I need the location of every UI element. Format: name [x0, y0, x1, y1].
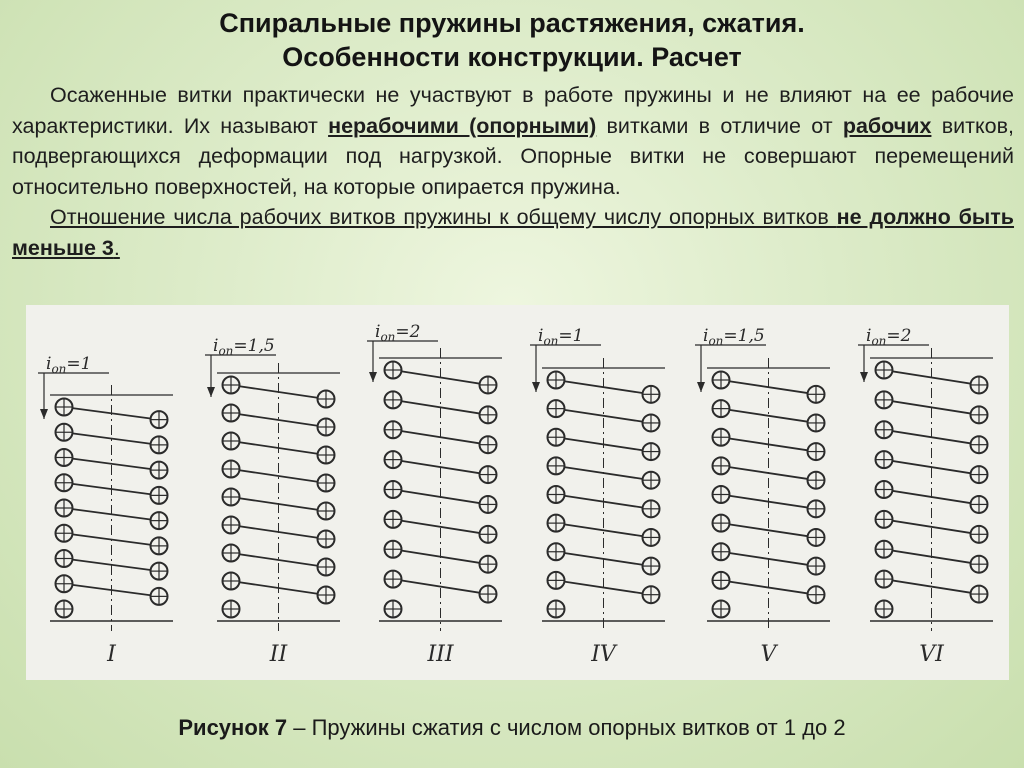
i-op-value: =1	[558, 326, 584, 346]
i-op-subscript: оп	[380, 330, 396, 344]
i-op-symbol: i	[866, 326, 872, 346]
dimension-arrow	[697, 382, 705, 392]
i-op-label	[213, 336, 275, 358]
p2-emphasis: не должно быть меньше 3	[12, 205, 1015, 260]
i-op-value: =1	[66, 354, 92, 374]
spring-6	[858, 326, 993, 667]
spring-1	[38, 354, 173, 667]
p1-part2: витками в отличие от	[596, 113, 843, 138]
dimension-arrow	[369, 372, 377, 382]
dimension-arrow	[532, 382, 540, 392]
i-op-symbol: i	[703, 326, 709, 346]
i-op-label	[46, 354, 91, 376]
i-op-value: =1,5	[723, 326, 765, 346]
term-nonworking-coils: нерабочими (опорными)	[328, 113, 597, 138]
body-text	[12, 80, 1014, 263]
springs-figure	[26, 305, 1009, 680]
paragraph-1	[12, 80, 1014, 202]
figure-caption	[0, 714, 1024, 742]
i-op-subscript: оп	[218, 344, 234, 358]
term-working-coils: рабочих	[842, 113, 932, 138]
p2-part2: .	[113, 235, 120, 260]
caption-label: Рисунок 7	[178, 715, 288, 740]
i-op-subscript: оп	[871, 334, 887, 348]
spring-number-label: II	[269, 642, 288, 667]
spring-number-label: III	[427, 642, 454, 667]
p2-part1: Отношение числа рабочих витков пружины к общему числу опорных витков	[50, 205, 837, 229]
spring-number-label: V	[760, 642, 777, 667]
spring-3	[367, 322, 502, 667]
dimension-arrow	[207, 387, 215, 397]
i-op-value: =2	[886, 326, 912, 346]
p1-part1: Осаженные витки практически не участвуют в работе пружины и не влияют на ее рабочие характеристики. Их называют	[12, 83, 1014, 138]
i-op-symbol: i	[375, 322, 381, 342]
i-op-subscript: оп	[708, 334, 724, 348]
slide-title	[0, 6, 1024, 74]
i-op-value: =1,5	[233, 336, 275, 356]
i-op-label	[703, 326, 765, 348]
i-op-symbol: i	[538, 326, 544, 346]
i-op-symbol: i	[46, 354, 52, 374]
title-line-1: Спиральные пружины растяжения, сжатия.	[219, 8, 805, 38]
i-op-value: =2	[395, 322, 421, 342]
coil-line	[64, 533, 159, 546]
i-op-label	[866, 326, 911, 348]
spring-5	[695, 326, 830, 667]
dimension-arrow	[860, 372, 868, 382]
spring-2	[205, 336, 340, 667]
springs-drawing	[26, 305, 1009, 680]
paragraph-2	[12, 202, 1014, 263]
caption-text: – Пружины сжатия с числом опорных витков от 1 до 2	[287, 715, 846, 740]
spring-number-label: IV	[591, 642, 616, 667]
i-op-subscript: оп	[51, 362, 67, 376]
spring-number-label: I	[107, 642, 116, 667]
p1-part3: витков, подвергающихся деформации под нагрузкой. Опорные витки не совершают перемещений относительно поверхностей, на которые опирается пружина.	[12, 113, 1014, 199]
title-line-2: Особенности конструкции. Расчет	[282, 42, 742, 72]
i-op-label	[538, 326, 583, 348]
i-op-symbol: i	[213, 336, 219, 356]
spring-4	[530, 326, 665, 667]
spring-number-label: VI	[919, 642, 944, 667]
dimension-arrow	[40, 409, 48, 419]
i-op-label	[375, 322, 420, 344]
i-op-subscript: оп	[543, 334, 559, 348]
